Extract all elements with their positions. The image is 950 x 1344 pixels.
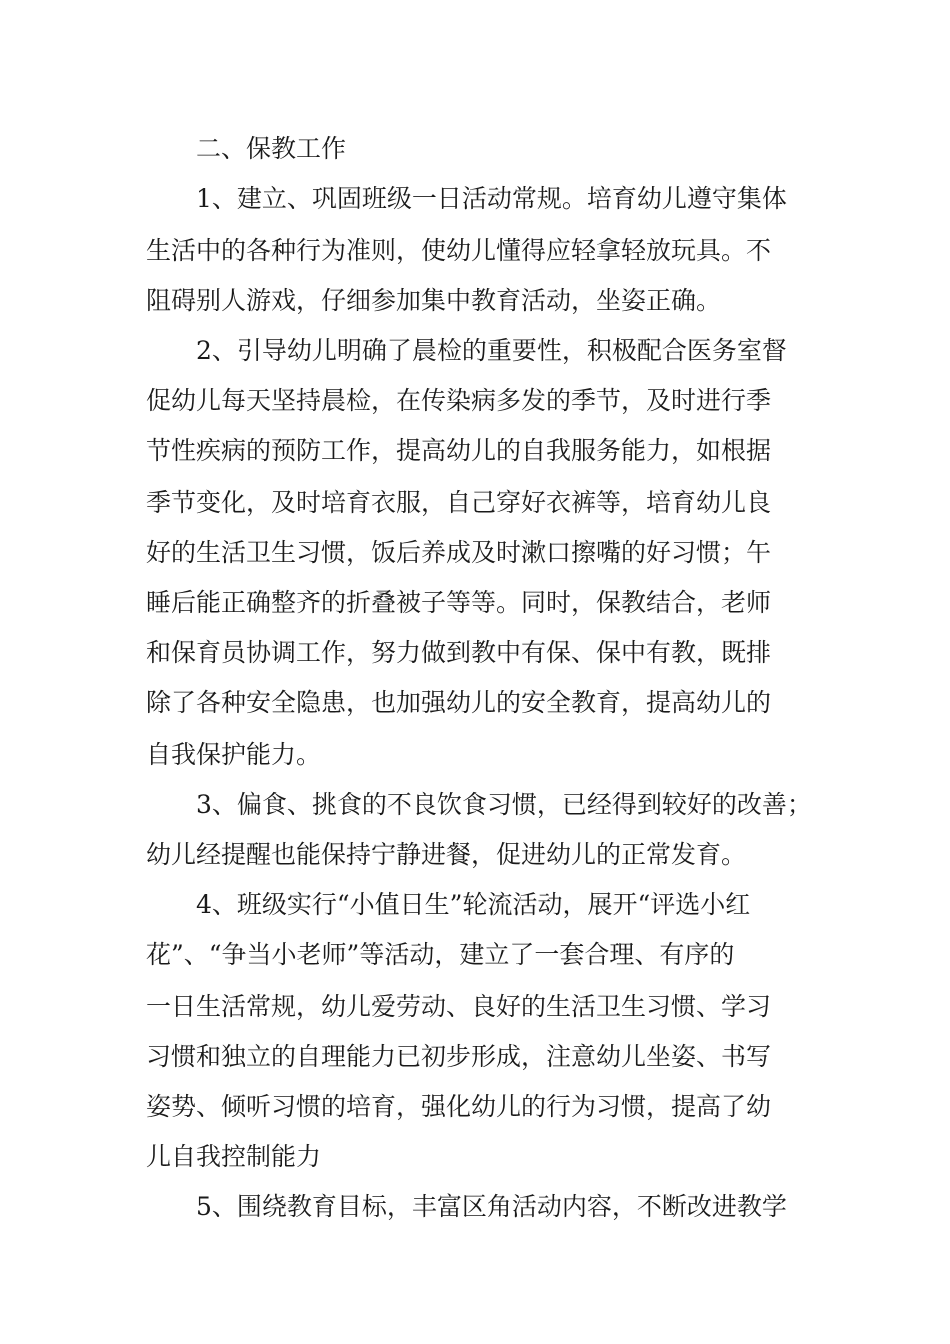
paragraph-4-line: 花”、“争当小老师”等活动，建立了一套合理、有序的 bbox=[146, 940, 735, 969]
paragraph-2-line: 自我保护能力。 bbox=[146, 740, 322, 769]
paragraph-2-line: 2、引导幼儿明确了晨检的重要性，积极配合医务室督 bbox=[196, 336, 787, 365]
paragraph-5-line: 5、围绕教育目标，丰富区角活动内容，不断改进教学 bbox=[196, 1192, 787, 1221]
paragraph-1-line: 生活中的各种行为准则，使幼儿懂得应轻拿轻放玩具。不 bbox=[146, 236, 772, 265]
paragraph-2-line: 和保育员协调工作，努力做到教中有保、保中有教，既排 bbox=[146, 638, 772, 667]
paragraph-4-line: 习惯和独立的自理能力已初步形成，注意幼儿坐姿、书写 bbox=[146, 1042, 772, 1071]
paragraph-2-line: 季节变化，及时培育衣服，自己穿好衣裤等，培育幼儿良 bbox=[146, 488, 772, 517]
paragraph-1-line: 1、建立、巩固班级一日活动常规。培育幼儿遵守集体 bbox=[196, 184, 787, 213]
paragraph-2-line: 除了各种安全隐患，也加强幼儿的安全教育，提高幼儿的 bbox=[146, 688, 772, 717]
paragraph-3-line: 幼儿经提醒也能保持宁静进餐，促进幼儿的正常发育。 bbox=[146, 840, 747, 869]
paragraph-4-line: 4、班级实行“小值日生”轮流活动，展开“评选小红 bbox=[196, 890, 751, 919]
paragraph-3-line: 3、偏食、挑食的不良饮食习惯，已经得到较好的改善； bbox=[196, 790, 812, 819]
paragraph-2-line: 睡后能正确整齐的折叠被子等等。同时，保教结合，老师 bbox=[146, 588, 772, 617]
paragraph-4-line: 姿势、倾听习惯的培育，强化幼儿的行为习惯，提高了幼 bbox=[146, 1092, 772, 1121]
paragraph-2-line: 节性疾病的预防工作，提高幼儿的自我服务能力，如根据 bbox=[146, 436, 772, 465]
paragraph-2-line: 促幼儿每天坚持晨检，在传染病多发的季节，及时进行季 bbox=[146, 386, 772, 415]
paragraph-4-line: 儿自我控制能力 bbox=[146, 1142, 322, 1171]
section-heading: 二、保教工作 bbox=[196, 134, 347, 163]
paragraph-1-line: 阻碍别人游戏，仔细参加集中教育活动，坐姿正确。 bbox=[146, 286, 722, 315]
paragraph-2-line: 好的生活卫生习惯，饭后养成及时漱口擦嘴的好习惯；午 bbox=[146, 538, 772, 567]
paragraph-4-line: 一日生活常规，幼儿爱劳动、良好的生活卫生习惯、学习 bbox=[146, 992, 772, 1021]
